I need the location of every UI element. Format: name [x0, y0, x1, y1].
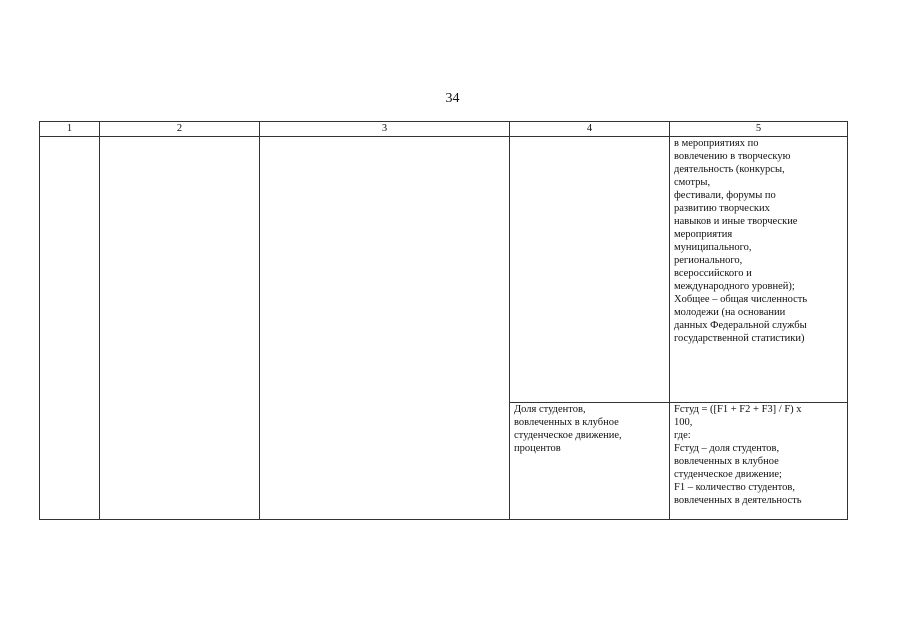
cell-text-line: вовлеченных в деятельность: [674, 495, 802, 506]
cell-text-line: где:: [674, 430, 691, 441]
table-row: [40, 137, 848, 403]
header-col-4: 4: [510, 122, 670, 137]
document-table: [39, 121, 848, 520]
cell-text-line: международного уровней);: [674, 281, 795, 292]
cell-text-line: развитию творческих: [674, 203, 770, 214]
cell-text-line: мероприятия: [674, 229, 733, 240]
cell-text-line: студенческое движение,: [514, 430, 622, 441]
cell-text-line: в мероприятиях по: [674, 138, 759, 149]
row-cell-col-1: [40, 137, 100, 520]
cell-text-line: навыков и иные творческие: [674, 216, 798, 227]
cell-text-line: Доля студентов,: [514, 404, 586, 415]
cell-text-line: всероссийского и: [674, 268, 752, 279]
row2-cell-col-4: [510, 403, 670, 520]
cell-text-line: деятельность (конкурсы,: [674, 164, 785, 175]
cell-text-line: вовлеченных в клубное: [514, 417, 619, 428]
row-cell-col-2: [100, 137, 260, 520]
cell-text-line: данных Федеральной службы: [674, 320, 807, 331]
cell-text-line: F1 – количество студентов,: [674, 482, 795, 493]
cell-text-line: муниципального,: [674, 242, 752, 253]
cell-text-line: Xобщее – общая численность: [674, 294, 808, 305]
header-col-2: 2: [100, 122, 260, 137]
header-col-5: 5: [670, 122, 848, 137]
cell-text-line: фестивали, форумы по: [674, 190, 776, 201]
table-header-row: [40, 122, 848, 137]
cell-text-line: молодежи (на основании: [674, 307, 786, 318]
cell-text-line: вовлечению в творческую: [674, 151, 791, 162]
row2-cell-col-5: [670, 403, 848, 520]
cell-text-line: 100,: [674, 417, 693, 428]
cell-text-line: Fстуд = ([F1 + F2 + F3] / F) x: [674, 404, 802, 415]
header-col-3: 3: [260, 122, 510, 137]
row-cell-col-3: [260, 137, 510, 520]
cell-text-line: регионального,: [674, 255, 743, 266]
cell-text-line: смотры,: [674, 177, 711, 188]
cell-text-line: процентов: [514, 443, 561, 454]
header-col-1: 1: [40, 122, 100, 137]
page-number: 34: [445, 91, 460, 106]
cell-text-line: вовлеченных в клубное: [674, 456, 779, 467]
cell-text-line: студенческое движение;: [674, 469, 782, 480]
cell-text-line: Fстуд – доля студентов,: [674, 443, 780, 454]
row1-cell-col-5: [670, 137, 848, 403]
cell-text-line: государственной статистики): [674, 333, 805, 344]
row1-cell-col-4: [510, 137, 670, 403]
